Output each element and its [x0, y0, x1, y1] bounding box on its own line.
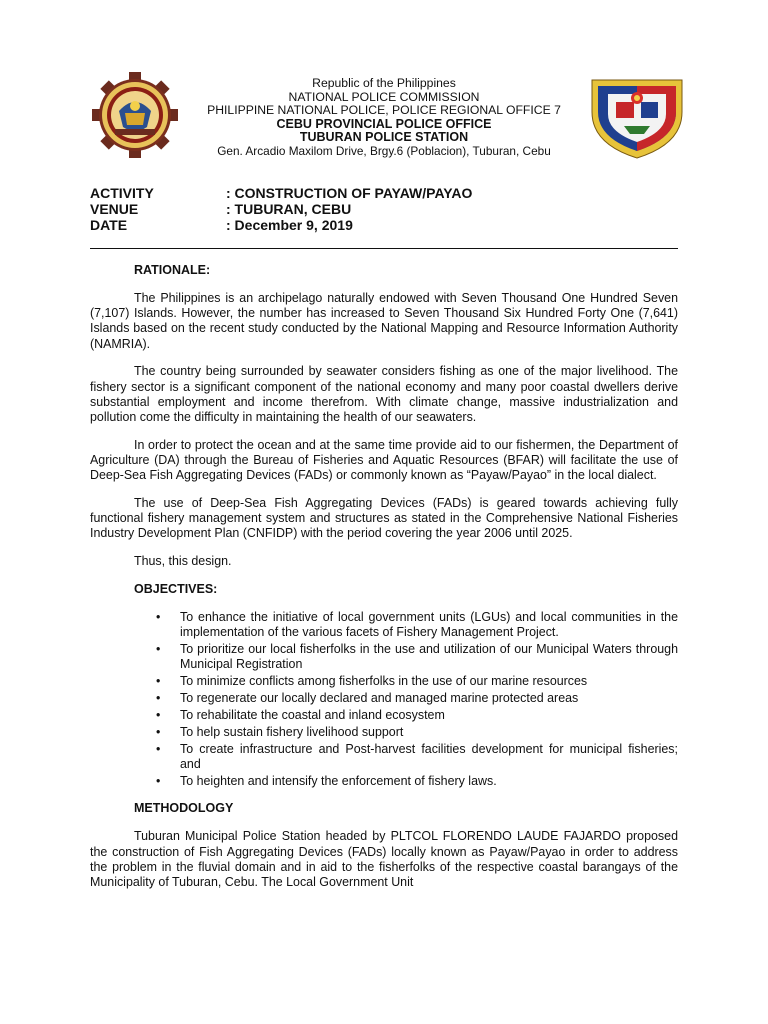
provincial-office-line: CEBU PROVINCIAL POLICE OFFICE: [276, 116, 492, 131]
objective-item: • To prioritize our local fisherfolks in the use and utilization of our Municipal Waters through Municipal Registration: [180, 642, 678, 672]
venue-label: VENUE: [90, 201, 139, 217]
objectives-heading: OBJECTIVES:: [134, 581, 218, 596]
objective-item: • To enhance the initiative of local government units (LGUs) and local communities in the implementation of the various facets of Fishery Management Project.: [180, 610, 678, 640]
rationale-paragraph: The use of Deep-Sea Fish Aggregating Devices (FADs) is geared towards achieving fully functional fishery management system and structures as stated in the Comprehensive National Fisheries Industry Development Plan (CNFIDP) with the period covering the year 2006 until 2025.: [90, 495, 678, 541]
methodology-paragraph: Tuburan Municipal Police Station headed by PLTCOL FLORENDO LAUDE FAJARDO proposed the construction of Fish Aggregating Devices (FADs) locally known as Payaw/Payao in order to address the problem in the fluvial domain and in aid to the fisherfolks of the respective coastal barangays of the Municipality of Tuburan, Cebu. The Local Government Unit: [90, 829, 678, 889]
activity-details: [90, 185, 472, 233]
objectives-list: [90, 610, 678, 790]
objective-item: • To help sustain fishery livelihood support: [180, 725, 678, 740]
objective-item: • To regenerate our locally declared and managed marine protected areas: [180, 691, 678, 706]
napolcom-line: NATIONAL POLICE COMMISSION: [288, 89, 480, 104]
objective-item: • To create infrastructure and Post-harvest facilities development for municipal fisheries; and: [180, 742, 678, 772]
station-line: TUBURAN POLICE STATION: [299, 130, 469, 144]
rationale-paragraph: In order to protect the ocean and at the same time provide aid to our fishermen, the Department of Agriculture (DA) through the Bureau of Fisheries and Aquatic Resources (BFAR) will facilitate the use of Deep-Sea Fish Aggregating Devices (FADs) or commonly known as “Payaw/Payao” in the local dialect.: [90, 437, 678, 483]
rationale-closing: Thus, this design.: [134, 553, 232, 568]
tuburan-police-station-logo: [586, 74, 688, 160]
date-row: [90, 217, 472, 233]
pnp-region-line: PHILIPPINE NATIONAL POLICE, POLICE REGIONAL OFFICE 7: [207, 103, 561, 117]
rationale-paragraph: The Philippines is an archipelago naturally endowed with Seven Thousand One Hundred Seven (7,107) Islands. However, the number has increased to Seven Thousand Six Hundred Forty One (7,641) Islands based on the recent study conducted by the National Mapping and Resource Information Authority (NAMRIA).: [90, 291, 678, 351]
activity-label: ACTIVITY: [90, 185, 154, 201]
venue-row: [90, 201, 472, 217]
date-value: : December 9, 2019: [226, 217, 353, 233]
rationale-heading: RATIONALE:: [134, 263, 211, 277]
objective-item: • To minimize conflicts among fisherfolks in the use of our marine resources: [180, 674, 678, 689]
horizontal-divider: [90, 248, 678, 249]
objective-item: • To rehabilitate the coastal and inland ecosystem: [180, 708, 678, 723]
date-label: DATE: [90, 217, 128, 233]
objective-item: • To heighten and intensify the enforcement of fishery laws.: [180, 774, 678, 789]
activity-value: : CONSTRUCTION OF PAYAW/PAYAO: [226, 185, 473, 201]
venue-value: : TUBURAN, CEBU: [226, 201, 352, 217]
activity-row: [90, 185, 472, 201]
letterhead: [180, 77, 588, 158]
pnp-seal-logo: [92, 72, 178, 158]
document-body: [90, 263, 678, 903]
methodology-heading: METHODOLOGY: [134, 801, 234, 816]
address-line: Gen. Arcadio Maxilom Drive, Brgy.6 (Poblacion), Tuburan, Cebu: [217, 143, 551, 158]
rationale-paragraph: The country being surrounded by seawater considers fishing as one of the major livelihood. The fishery sector is a significant component of the national economy and many poor coastal dwellers derive substantial employment and income therefrom. With climate change, massive industrialization and pollution come the difficulty in maintaining the health of our seawaters.: [90, 364, 678, 424]
republic-line: Republic of the Philippines: [312, 76, 456, 90]
